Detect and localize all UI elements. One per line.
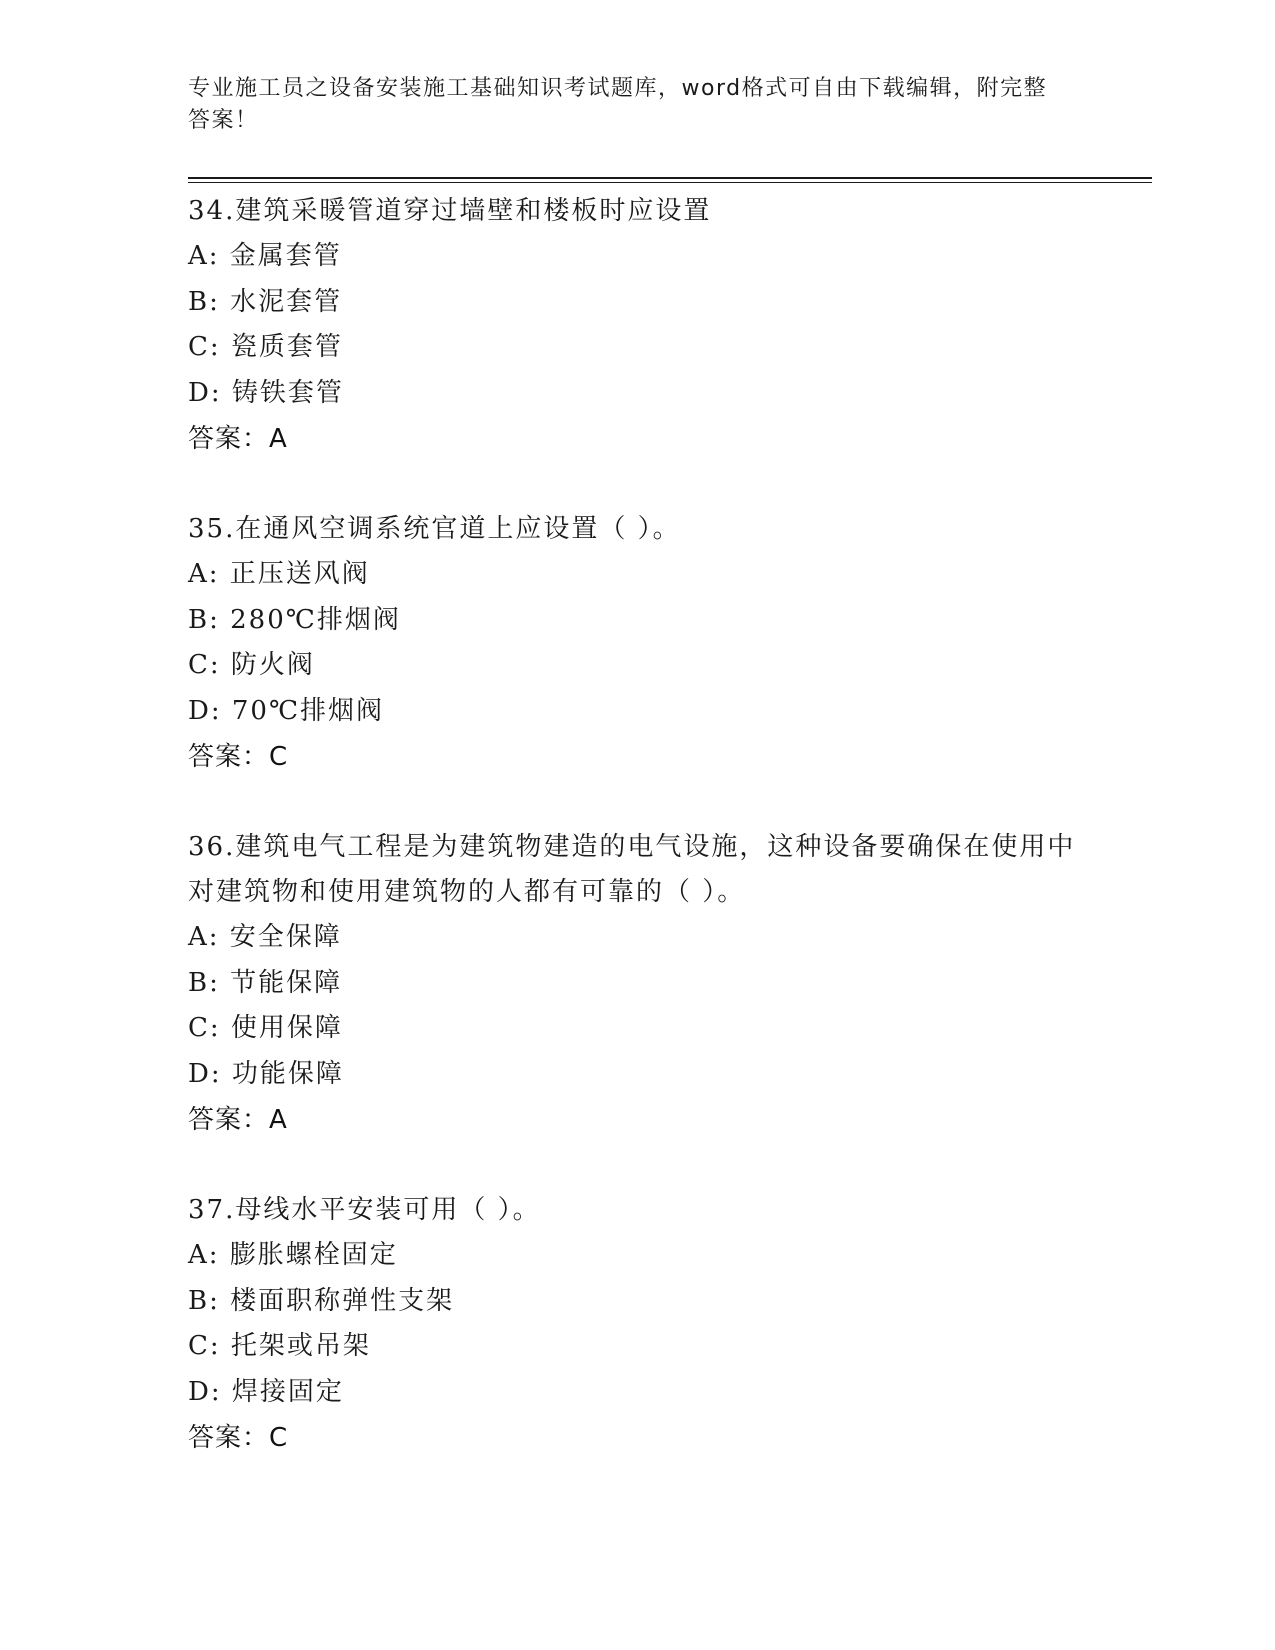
question-35: [188, 507, 1078, 780]
document-header: 专业施工员之设备安装施工基础知识考试题库，word格式可自由下载编辑，附完整答案！: [188, 76, 1048, 133]
option-c: C: 使用保障: [188, 1013, 343, 1043]
answer-line: 答案：A: [188, 1105, 288, 1135]
question-stem: 34.建筑采暖管道穿过墙壁和楼板时应设置: [188, 196, 712, 226]
option-c: C: 托架或吊架: [188, 1331, 371, 1361]
question-stem: 37.母线水平安装可用（ ）。: [188, 1195, 541, 1225]
option-a: A: 正压送风阀: [188, 559, 370, 589]
option-d: D: 功能保障: [188, 1058, 344, 1089]
question-spacer: [188, 780, 1078, 825]
option-a: A: 安全保障: [188, 922, 342, 952]
option-b: B: 节能保障: [188, 967, 343, 998]
option-a: A: 膨胀螺栓固定: [188, 1240, 398, 1270]
question-34: [188, 189, 1078, 462]
option-d: D: 焊接固定: [188, 1376, 344, 1407]
option-a: A: 金属套管: [188, 241, 342, 271]
question-spacer: [188, 462, 1078, 507]
question-spacer: [188, 1143, 1078, 1188]
answer-line: 答案：C: [188, 1423, 289, 1453]
option-b: B: 水泥套管: [188, 286, 343, 317]
option-b: B: 楼面职称弹性支架: [188, 1285, 455, 1316]
option-c: C: 瓷质套管: [188, 332, 343, 362]
option-d: D: 70℃排烟阀: [188, 695, 385, 726]
question-list: [188, 189, 1078, 1461]
header-divider-thin: [188, 182, 1152, 183]
question-37: [188, 1188, 1078, 1461]
option-c: C: 防火阀: [188, 650, 315, 680]
answer-line: 答案：A: [188, 424, 288, 454]
question-stem: 35.在通风空调系统官道上应设置（ ）。: [188, 514, 681, 544]
option-b: B: 280℃排烟阀: [188, 604, 401, 635]
question-36: [188, 825, 1078, 1143]
question-stem: 36.建筑电气工程是为建筑物建造的电气设施，这种设备要确保在使用中对建筑物和使用建筑物的人都有可靠的（ ）。: [188, 832, 1076, 907]
header-divider-thick: [188, 177, 1152, 179]
answer-line: 答案：C: [188, 742, 289, 772]
option-d: D: 铸铁套管: [188, 377, 344, 408]
